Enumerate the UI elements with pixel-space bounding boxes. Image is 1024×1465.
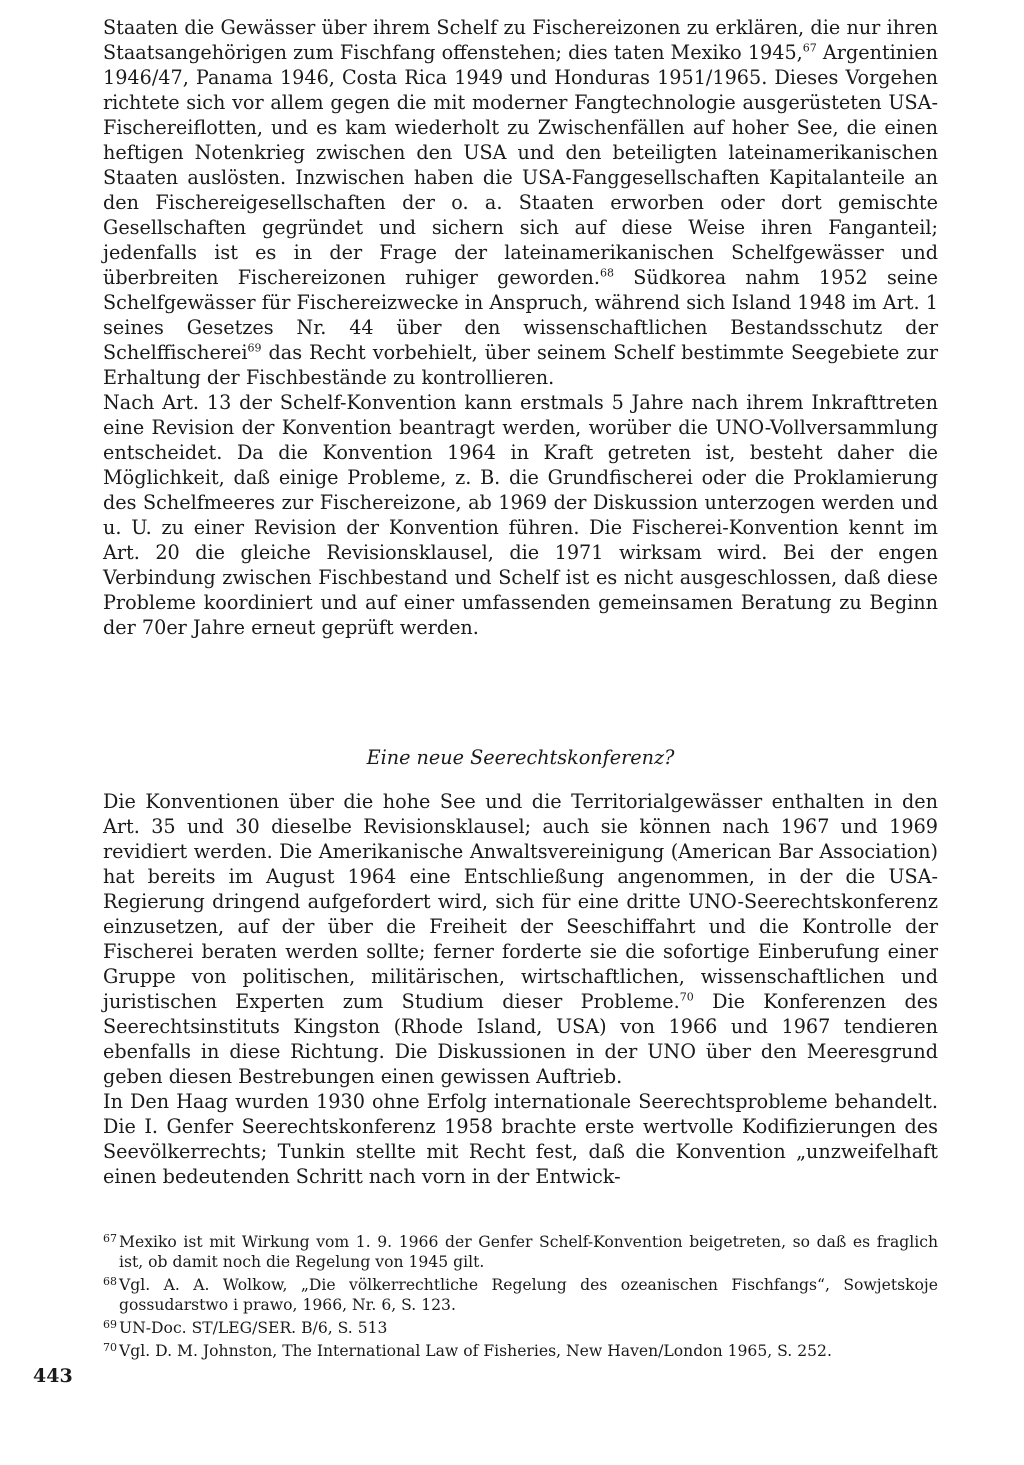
main-text-top	[103, 15, 938, 640]
paragraph-text: Die Konferenzen des Seerechtsinstituts Kingston (Rhode Island, USA) von 1966 und 1967 tendieren ebenfalls in diese Richtung. Die Diskussionen in der UNO über den Meeresgrund geben diesen Bestrebungen einen gewissen Auftrieb.	[103, 990, 938, 1088]
page-number: 443	[33, 1365, 73, 1387]
section-heading: Eine neue Seerechtskonferenz?	[366, 746, 675, 769]
footnote-number: 70	[103, 1341, 117, 1354]
paragraph-text: Argentinien 1946/47, Panama 1946, Costa Rica 1949 und Honduras 1951/1965. Dieses Vorgehen richtete sich vor allem gegen die mit moderner Fangtechnologie ausgerüsteten USA-Fischereiflotten, und es kam wiederholt zu Zwischenfällen auf hoher See, die einen heftigen Notenkrieg zwischen den USA und den beteiligten lateinamerikanischen Staaten auslösten. Inzwischen haben die USA-Fanggesellschaften Kapitalanteile an den Fischereigesellschaften der o. a. Staaten erworben oder dort gemischte Gesellschaften gegründet und sichern sich auf diese Weise ihren Fanganteil; jedenfalls ist es in der Frage der lateinamerikanischen Schelfgewässer und überbreiten Fischereizonen ruhiger geworden.	[103, 41, 938, 289]
footnote-ref: 68	[600, 266, 615, 280]
paragraph-text: Südkorea nahm 1952 seine Schelfgewässer für Fischereizwecke in Anspruch, während sich Island 1948 im Art. 1 seines Gesetzes Nr. 44 über den wissenschaftlichen Bestandsschutz der Schelffischerei	[103, 266, 938, 364]
footnote	[103, 1341, 938, 1361]
paragraph-text: Die Konventionen über die hohe See und die Territorialgewässer enthalten in den Art. 35 und 30 dieselbe Revisionsklausel; auch sie können nach 1967 und 1969 revidiert werden. Die Amerikanische Anwaltsvereinigung (American Bar Association) hat bereits im August 1964 eine Entschließung angenommen, in der die USA-Regierung dringend aufgefordert wird, sich für eine dritte UNO-Seerechtskonferenz einzusetzen, auf der über die Freiheit der Seeschiffahrt und die Kontrolle der Fischerei beraten werden sollte; ferner forderte sie die sofortige Einberufung einer Gruppe von politischen, militärischen, wirtschaftlichen, wissenschaftlichen und juristischen Experten zum Studium dieser Probleme.	[103, 790, 938, 1013]
paragraph-text: Staaten die Gewässer über ihrem Schelf zu Fischereizonen zu erklären, die nur ihren Staatsangehörigen zum Fischfang offenstehen; dies taten Mexiko 1945,	[103, 16, 938, 64]
footnote-text: Vgl. A. A. Wolkow, „Die völkerrechtliche Regelung des ozeanischen Fischfangs“, Sowjetskoje gossudarstwo i prawo, 1966, Nr. 6, S. 123.	[119, 1276, 938, 1314]
footnote	[103, 1318, 938, 1338]
main-text-bottom	[103, 789, 938, 1189]
footnote-text: Mexiko ist mit Wirkung vom 1. 9. 1966 der Genfer Schelf-Konvention beigetreten, so daß es fraglich ist, ob damit noch die Regelung von 1945 gilt.	[119, 1233, 938, 1271]
footnote-ref: 69	[247, 341, 262, 355]
footnote	[103, 1275, 938, 1315]
footnote-ref: 70	[679, 990, 694, 1004]
footnote-text: Vgl. D. M. Johnston, The International Law of Fisheries, New Haven/London 1965, S. 252.	[119, 1342, 832, 1360]
footnotes	[103, 1232, 938, 1364]
footnote-number: 68	[103, 1275, 117, 1288]
paragraph	[103, 1089, 938, 1189]
footnote-number: 67	[103, 1232, 117, 1245]
footnote	[103, 1232, 938, 1272]
footnote-ref: 67	[802, 41, 817, 55]
paragraph-text: In Den Haag wurden 1930 ohne Erfolg internationale Seerechtsprobleme behandelt. Die I. Genfer Seerechtskonferenz 1958 brachte erste wertvolle Kodifizierungen des Seevölkerrechts; Tunkin stellte mit Recht fest, daß die Konvention „unzweifelhaft einen bedeutenden Schritt nach vorn in der Entwick-	[103, 1090, 938, 1188]
footnote-text: UN-Doc. ST/LEG/SER. B/6, S. 513	[119, 1319, 388, 1337]
paragraph	[103, 789, 938, 1089]
paragraph	[103, 15, 938, 390]
paragraph-text: das Recht vorbehielt, über seinem Schelf bestimmte Seegebiete zur Erhaltung der Fischbestände zu kontrollieren.	[103, 341, 938, 389]
footnote-number: 69	[103, 1318, 117, 1331]
paragraph	[103, 390, 938, 640]
paragraph-text: Nach Art. 13 der Schelf-Konvention kann erstmals 5 Jahre nach ihrem Inkrafttreten eine Revision der Konvention beantragt werden, worüber die UNO-Vollversammlung entscheidet. Da die Konvention 1964 in Kraft getreten ist, besteht daher die Möglichkeit, daß einige Probleme, z. B. die Grundfischerei oder die Proklamierung des Schelfmeeres zur Fischereizone, ab 1969 der Diskussion unterzogen werden und u. U. zu einer Revision der Konvention führen. Die Fischerei-Konvention kennt im Art. 20 die gleiche Revisionsklausel, die 1971 wirksam wird. Bei der engen Verbindung zwischen Fischbestand und Schelf ist es nicht ausgeschlossen, daß diese Probleme koordiniert und auf einer umfassenden gemeinsamen Beratung zu Beginn der 70er Jahre erneut geprüft werden.	[103, 391, 938, 639]
